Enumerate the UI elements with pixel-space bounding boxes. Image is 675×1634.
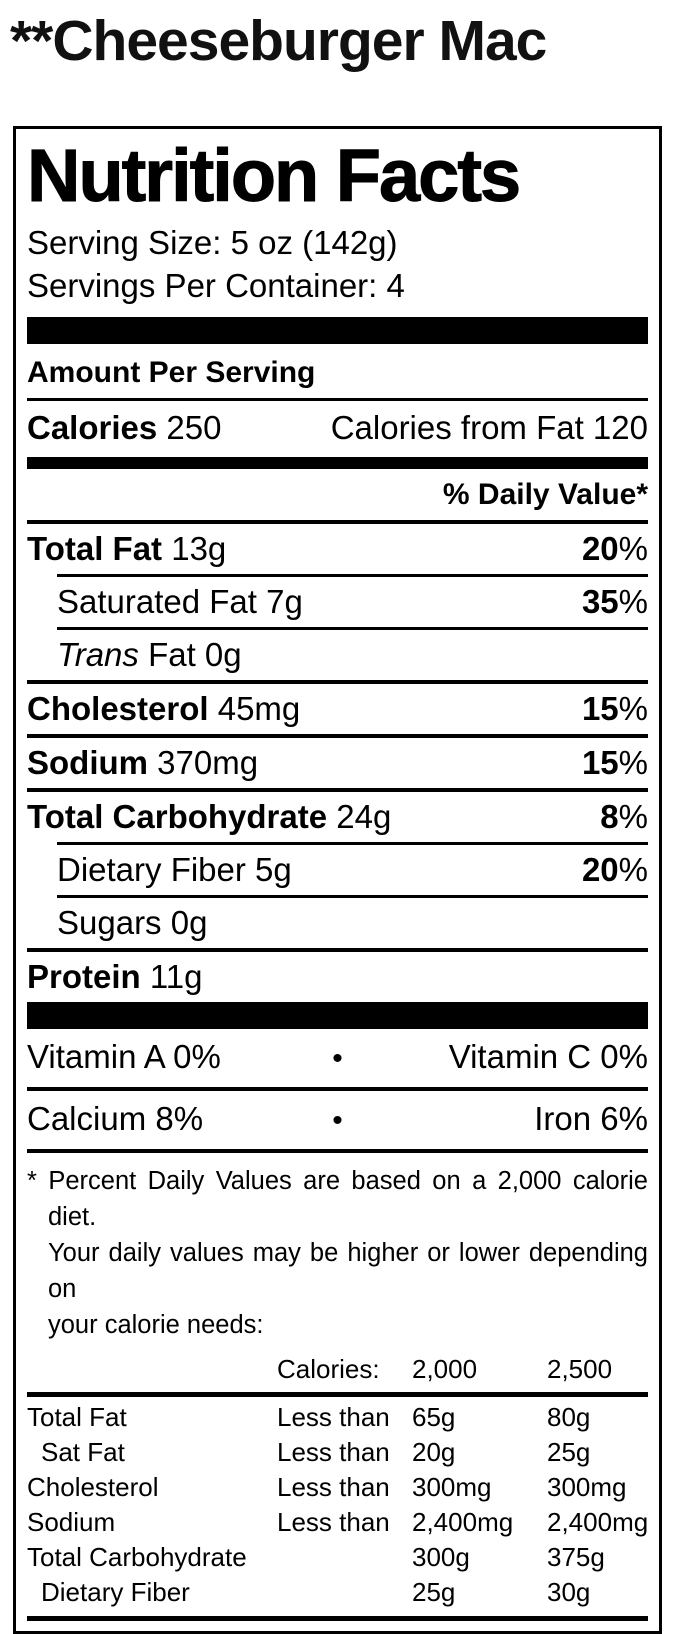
nutrient-daily-value-number: 20 [581, 530, 619, 568]
nutrition-facts-label [13, 126, 662, 1634]
calories-number: 250 [166, 409, 222, 447]
nutrient-row [57, 574, 648, 627]
nutrient-name: Sodium 370mg [27, 744, 259, 782]
nutrition-facts-heading: Nutrition Facts [27, 134, 520, 217]
nutrient-name-word: Sugars [57, 904, 162, 942]
nutrient-name-word: Total Fat [27, 530, 163, 568]
micronutrient-left: Vitamin A 0% [27, 1038, 221, 1076]
nutrient-name-word: Sodium [27, 744, 148, 782]
table-row [27, 1540, 648, 1575]
nutrient-name: Dietary Fiber 5g [57, 851, 292, 889]
table-header-cell: 2,500 [547, 1354, 613, 1385]
nutrient-daily-value-number: 15 [581, 690, 619, 728]
nutrient-name-word: Trans [57, 636, 139, 674]
nutrient-name: Saturated Fat 7g [57, 583, 303, 621]
table-cell: Less than [277, 1507, 390, 1538]
nutrient-daily-value-number: 8 [600, 798, 619, 836]
amount-per-serving-label: Amount Per Serving [27, 356, 316, 390]
nutrient-daily-value-number: 35 [581, 583, 619, 621]
daily-value-header: % Daily Value* [442, 478, 648, 512]
nutrient-daily-value: 15% [581, 690, 648, 728]
nutrient-row [27, 680, 648, 734]
nutrient-name-word: Cholesterol [27, 690, 209, 728]
nutrient-row [57, 842, 648, 895]
table-cell: Total Carbohydrate [27, 1542, 247, 1573]
table-cell [277, 1575, 412, 1610]
table-cell: Cholesterol [27, 1472, 159, 1503]
nutrient-daily-value: 20% [581, 851, 648, 889]
micronutrient-right: Iron 6% [534, 1100, 648, 1138]
table-cell: 20g [412, 1437, 456, 1468]
micronutrient-left: Calcium 8% [27, 1100, 204, 1138]
table-cell: Total Fat [27, 1402, 127, 1433]
table-cell: 2,400mg [412, 1507, 514, 1538]
nutrient-name: Protein 11g [27, 958, 203, 996]
table-cell: 375g [547, 1542, 605, 1573]
table-cell: 300g [412, 1542, 470, 1573]
table-row [27, 1435, 648, 1470]
table-row [27, 1505, 648, 1540]
table-cell: 65g [412, 1402, 456, 1433]
table-cell: Less than [277, 1472, 390, 1503]
serving-size: Serving Size: 5 oz (142g) [27, 224, 398, 262]
nutrient-name: Cholesterol 45mg [27, 690, 301, 728]
daily-values-table-body [27, 1392, 648, 1621]
nutrient-name-word: Total Carbohydrate [27, 798, 328, 836]
nutrient-name: Trans Fat 0g [57, 636, 242, 674]
calories-label: Calories [27, 409, 158, 447]
divider-bar-thick [27, 1002, 648, 1029]
page-title: **Cheeseburger Mac [10, 9, 547, 73]
daily-values-table [27, 1349, 648, 1621]
nutrient-daily-value: 15% [581, 744, 648, 782]
nutrient-name: Total Fat 13g [27, 530, 227, 568]
nutrient-row [27, 520, 648, 574]
footnote-line: your calorie needs: [48, 1311, 264, 1340]
table-cell: 2,400mg [547, 1507, 649, 1538]
nutrient-row [57, 895, 648, 948]
table-cell: 300mg [412, 1472, 492, 1503]
nutrient-name: Total Carbohydrate 24g [27, 798, 392, 836]
table-header-spacer [27, 1352, 277, 1387]
nutrient-rows [27, 520, 648, 1002]
table-row [27, 1575, 648, 1610]
nutrient-daily-value-number: 20 [581, 851, 619, 889]
nutrient-row [27, 948, 648, 1002]
nutrient-daily-value-number: 15 [581, 744, 619, 782]
table-cell: Less than [277, 1437, 390, 1468]
nutrient-daily-value: 20% [581, 530, 648, 568]
table-header-cell: Calories: [277, 1354, 380, 1385]
nutrient-row [57, 627, 648, 680]
table-cell: Less than [277, 1402, 390, 1433]
nutrient-row [27, 788, 648, 842]
footnote-line: * Percent Daily Values are based on a 2,000 calorie diet. [27, 1167, 648, 1232]
nutrient-name-word: Dietary Fiber [57, 851, 246, 889]
table-cell: 80g [547, 1402, 591, 1433]
divider-bar-thick [27, 317, 648, 344]
table-cell: 30g [547, 1577, 591, 1608]
micronutrient-right: Vitamin C 0% [448, 1038, 648, 1076]
table-cell: 300mg [547, 1472, 627, 1503]
table-cell [277, 1540, 412, 1575]
bullet-icon: • [332, 1042, 343, 1076]
table-cell: Dietary Fiber [41, 1577, 190, 1608]
footnote-line: Your daily values may be higher or lower depending on [48, 1239, 648, 1304]
nutrient-daily-value: 35% [581, 583, 648, 621]
footnote [27, 1149, 648, 1349]
nutrient-name-word: Saturated Fat [57, 583, 257, 621]
table-cell: Sat Fat [41, 1437, 125, 1468]
bullet-icon: • [332, 1104, 343, 1138]
calories-value [27, 409, 221, 447]
nutrient-row [27, 734, 648, 788]
servings-per-container: Servings Per Container: 4 [27, 267, 405, 305]
micronutrient-rows [27, 1029, 648, 1149]
table-row [27, 1400, 648, 1435]
nutrient-name-word: Protein [27, 958, 141, 996]
calories-from-fat: Calories from Fat 120 [330, 409, 648, 447]
table-cell: 25g [412, 1577, 456, 1608]
table-header-cell: 2,000 [412, 1354, 478, 1385]
table-cell: 25g [547, 1437, 591, 1468]
table-cell: Sodium [27, 1507, 116, 1538]
calories-row [27, 398, 648, 457]
nutrient-name: Sugars 0g [57, 904, 208, 942]
divider-bar-medium [27, 457, 648, 469]
nutrient-daily-value: 8% [600, 798, 648, 836]
table-row [27, 1470, 648, 1505]
micronutrient-row [27, 1087, 648, 1149]
daily-values-table-header [27, 1349, 648, 1392]
micronutrient-row [27, 1029, 648, 1087]
